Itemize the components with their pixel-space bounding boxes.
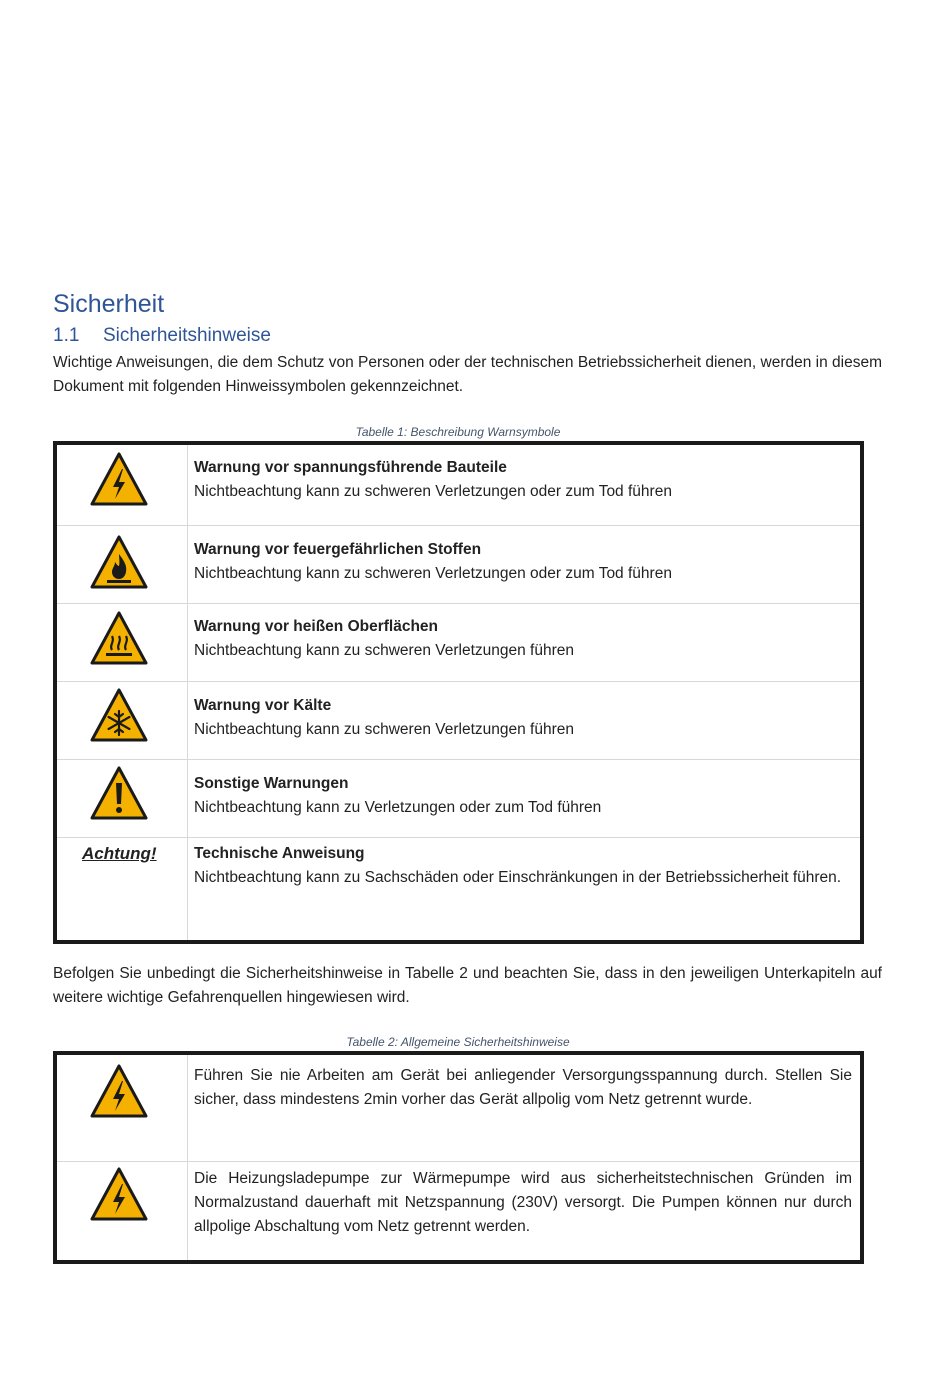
row-title: Sonstige Warnungen (194, 775, 349, 792)
row-title: Technische Anweisung (194, 845, 365, 862)
table-row (57, 603, 860, 681)
electric-hazard-icon (89, 1063, 149, 1119)
row-description: Nichtbeachtung kann zu Verletzungen oder zum Tod führen (194, 799, 602, 816)
intro-paragraph: Wichtige Anweisungen, die dem Schutz von Personen oder der technischen Betriebssicherheit dienen, werden in diesem Dokument mit folgenden Hinweissymbolen gekennzeichnet. (53, 354, 882, 395)
flammable-hazard-icon (89, 534, 149, 590)
table-row (57, 1161, 860, 1260)
row-description: Nichtbeachtung kann zu schweren Verletzungen führen (194, 642, 574, 659)
section-heading (53, 325, 271, 347)
cold-hazard-icon (89, 687, 149, 743)
row-description: Nichtbeachtung kann zu schweren Verletzungen führen (194, 721, 574, 738)
page-heading: Sicherheit (53, 290, 165, 318)
table2-caption: Tabelle 2: Allgemeine Sicherheitshinweise (346, 1035, 570, 1049)
table-row (57, 837, 860, 940)
row-title: Warnung vor Kälte (194, 697, 332, 714)
hot-surface-icon (89, 610, 149, 666)
row-title: Warnung vor spannungsführende Bauteile (194, 459, 507, 476)
electric-hazard-icon (89, 451, 149, 507)
electric-hazard-icon (89, 1166, 149, 1222)
row-title: Warnung vor feuergefährlichen Stoffen (194, 541, 482, 558)
achtung-label: Achtung! (82, 844, 157, 863)
row-title: Warnung vor heißen Oberflächen (194, 618, 439, 635)
row-description: Nichtbeachtung kann zu Sachschäden oder Einschränkungen in der Betriebssicherheit führen. (194, 869, 842, 886)
section-number: 1.1 (53, 325, 80, 346)
table-row (57, 759, 860, 837)
general-warning-icon (89, 765, 149, 821)
table-row (57, 445, 860, 525)
table-row (57, 1055, 860, 1161)
section-title: Sicherheitshinweise (103, 325, 271, 346)
row-description: Nichtbeachtung kann zu schweren Verletzungen oder zum Tod führen (194, 483, 672, 500)
table1-caption: Tabelle 1: Beschreibung Warnsymbole (355, 425, 561, 439)
row-text: Die Heizungsladepumpe zur Wärmepumpe wird aus sicherheitstechnischen Gründen im Normalzustand dauerhaft mit Netzspannung (230V) versorgt. Die Pumpen können nur durch allpolige Abschaltung vom Netz getrennt werden. (194, 1170, 852, 1235)
row-text: Führen Sie nie Arbeiten am Gerät bei anliegender Versorgungsspannung durch. Stellen Sie sicher, dass mindestens 2min vorher das Gerät allpolig vom Netz getrennt wurde. (194, 1067, 852, 1108)
table-row (57, 525, 860, 603)
row-description: Nichtbeachtung kann zu schweren Verletzungen oder zum Tod führen (194, 565, 672, 582)
safety-paragraph: Befolgen Sie unbedingt die Sicherheitshinweise in Tabelle 2 und beachten Sie, dass in den jeweiligen Unterkapiteln auf weitere wichtige Gefahrenquellen hingewiesen wird. (53, 965, 882, 1006)
warning-symbols-table (53, 441, 864, 944)
table-row (57, 681, 860, 759)
general-safety-table (53, 1051, 864, 1264)
